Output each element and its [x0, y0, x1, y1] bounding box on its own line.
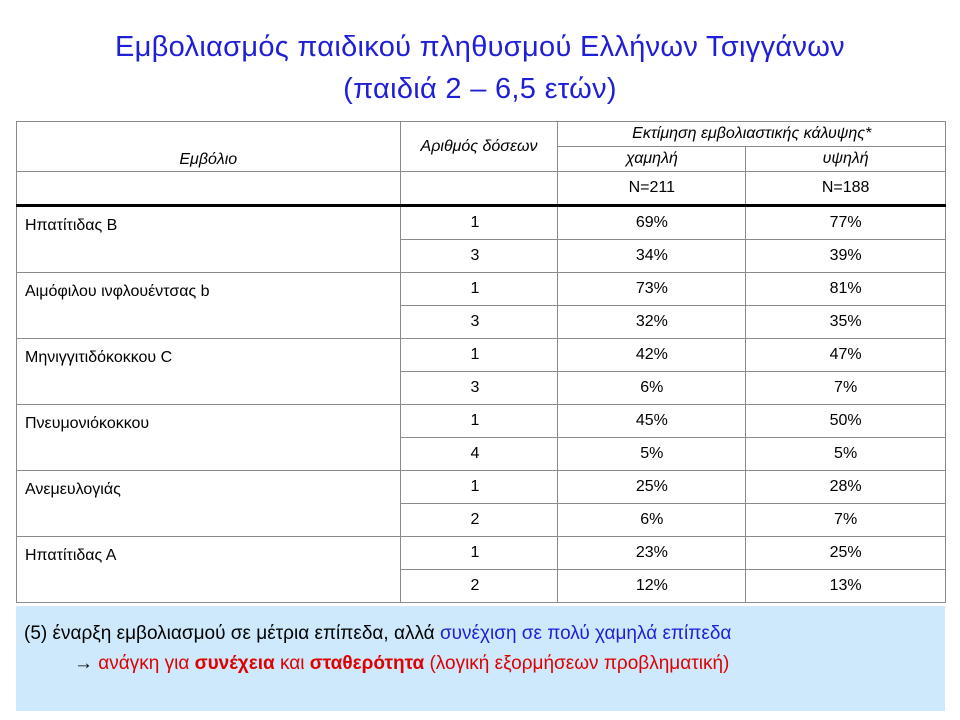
dose-count: 1 — [400, 471, 558, 504]
coverage-low: 42% — [558, 339, 746, 372]
vaccine-name: Ηπατίτιδας Α — [17, 537, 401, 603]
header-doses: Αριθμός δόσεων — [400, 122, 558, 172]
coverage-high: 81% — [746, 273, 946, 306]
coverage-low: 23% — [558, 537, 746, 570]
table-row — [17, 537, 946, 570]
header-coverage: Εκτίμηση εμβολιαστικής κάλυψης* — [558, 122, 946, 147]
vaccine-name: Αιμόφιλου ινφλουέντσας b — [17, 273, 401, 339]
n-low: N=211 — [558, 172, 746, 206]
note-text-red: και — [274, 653, 310, 674]
dose-count: 1 — [400, 206, 558, 240]
table-row — [17, 273, 946, 306]
coverage-high: 13% — [746, 570, 946, 603]
note-text-red: (λογική εξορμήσεων προβληματική) — [424, 653, 730, 674]
dose-count: 1 — [400, 405, 558, 438]
slide-subtitle: (παιδιά 2 – 6,5 ετών) — [343, 73, 617, 105]
vaccine-name: Ανεμευλογιάς — [17, 471, 401, 537]
arrow-icon: → — [74, 653, 93, 674]
dose-count: 3 — [400, 306, 558, 339]
coverage-high: 7% — [746, 504, 946, 537]
header-row-1 — [17, 122, 946, 147]
table-row — [17, 339, 946, 372]
dose-count: 1 — [400, 339, 558, 372]
note-text: (5) έναρξη εμβολιασμού σε μέτρια επίπεδα, αλλά — [24, 623, 440, 644]
dose-count: 1 — [400, 537, 558, 570]
coverage-high: 5% — [746, 438, 946, 471]
coverage-low: 6% — [558, 504, 746, 537]
coverage-low: 6% — [558, 372, 746, 405]
header-vaccine: Εμβόλιο — [17, 122, 401, 172]
coverage-low: 34% — [558, 240, 746, 273]
dose-count: 2 — [400, 570, 558, 603]
vaccine-name: Μηνιγγιτιδόκοκκου C — [17, 339, 401, 405]
note-box — [16, 606, 945, 711]
table-row — [17, 206, 946, 240]
note-emphasis-blue: συνέχιση σε πολύ χαμηλά επίπεδα — [439, 623, 732, 644]
coverage-high: 7% — [746, 372, 946, 405]
dose-count: 3 — [400, 240, 558, 273]
header-low: χαμηλή — [558, 147, 746, 172]
vaccine-name: Πνευμονιόκοκκου — [17, 405, 401, 471]
vaccination-table — [16, 121, 946, 603]
coverage-low: 12% — [558, 570, 746, 603]
dose-count: 3 — [400, 372, 558, 405]
coverage-low: 69% — [558, 206, 746, 240]
coverage-low: 45% — [558, 405, 746, 438]
note-line-1 — [24, 620, 731, 648]
sample-size-blank — [400, 172, 558, 206]
dose-count: 4 — [400, 438, 558, 471]
table-row — [17, 405, 946, 438]
sample-size-row — [17, 172, 946, 206]
note-emphasis-continuity: συνέχεια — [194, 653, 275, 674]
note-text-red: ανάγκη για — [93, 653, 195, 674]
table-row — [17, 471, 946, 504]
header-high: υψηλή — [746, 147, 946, 172]
coverage-low: 5% — [558, 438, 746, 471]
coverage-high: 39% — [746, 240, 946, 273]
coverage-low: 32% — [558, 306, 746, 339]
coverage-low: 25% — [558, 471, 746, 504]
n-high: N=188 — [746, 172, 946, 206]
coverage-high: 28% — [746, 471, 946, 504]
slide-title: Εμβολιασμός παιδικού πληθυσμού Ελλήνων Τσιγγάνων — [115, 31, 845, 63]
coverage-high: 77% — [746, 206, 946, 240]
coverage-high: 25% — [746, 537, 946, 570]
coverage-low: 73% — [558, 273, 746, 306]
note-line-2 — [74, 650, 729, 678]
dose-count: 2 — [400, 504, 558, 537]
note-emphasis-stability: σταθερότητα — [309, 653, 425, 674]
coverage-high: 50% — [746, 405, 946, 438]
coverage-high: 35% — [746, 306, 946, 339]
dose-count: 1 — [400, 273, 558, 306]
sample-size-blank — [17, 172, 401, 206]
vaccine-name: Ηπατίτιδας Β — [17, 206, 401, 273]
coverage-high: 47% — [746, 339, 946, 372]
